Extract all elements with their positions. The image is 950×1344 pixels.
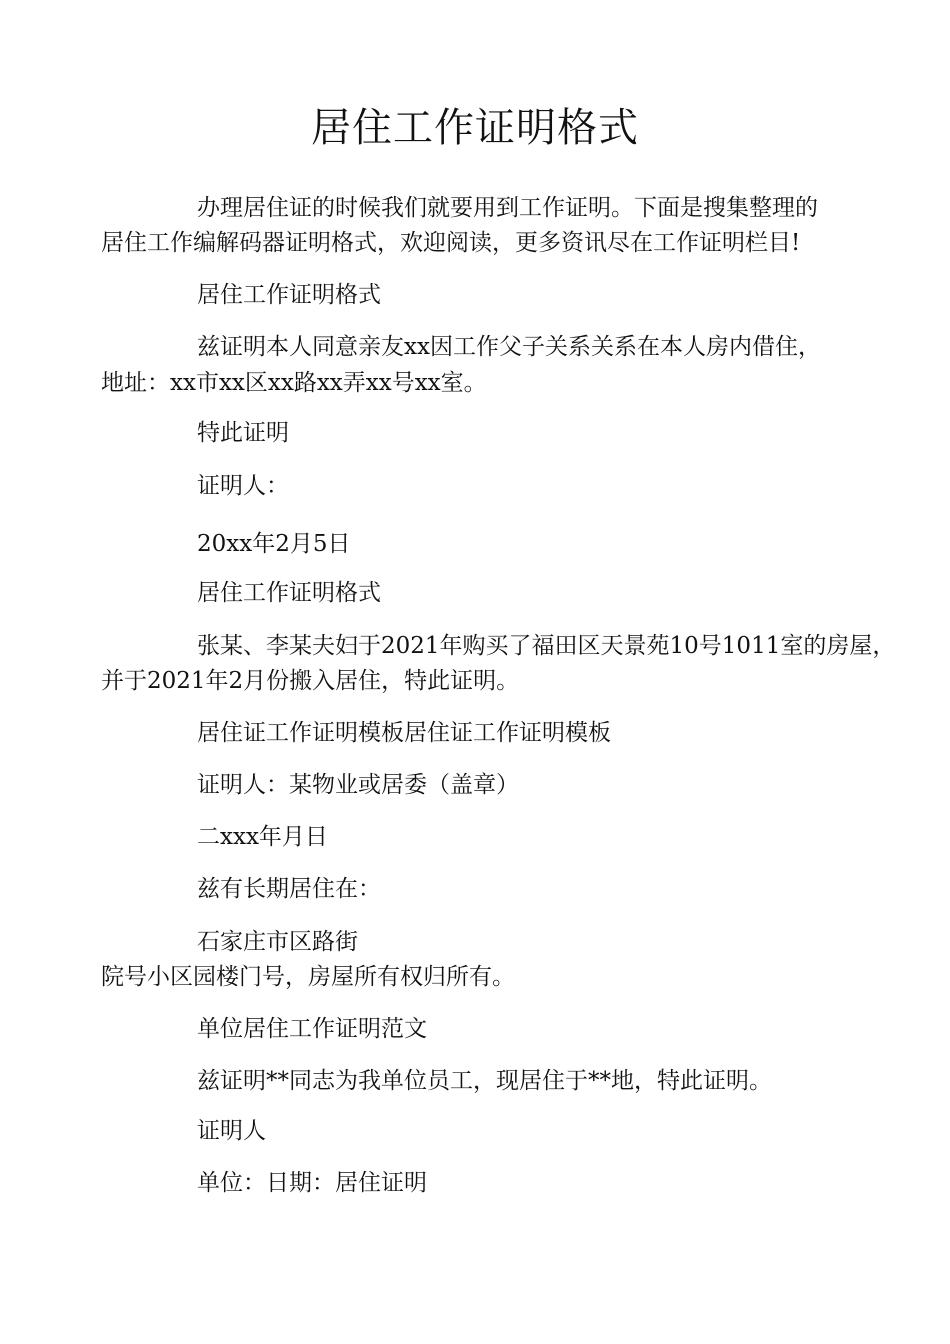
- body-line: 并于2021年2月份搬入居住，特此证明。: [101, 668, 520, 694]
- body-line: 院号小区园楼门号，房屋所有权归所有。: [101, 964, 515, 990]
- section-heading-1: 居住工作证明格式: [197, 282, 381, 308]
- body-line: 兹有长期居住在：: [197, 876, 381, 902]
- body-line: 兹证明本人同意亲友xx因工作父子关系关系在本人房内借住，: [197, 334, 821, 360]
- section-heading-4: 单位居住工作证明范文: [197, 1016, 427, 1042]
- body-line: 兹证明**同志为我单位员工，现居住于**地，特此证明。: [197, 1068, 772, 1094]
- body-line: 张某、李某夫妇于2021年购买了福田区天景苑10号1011室的房屋，: [197, 633, 896, 659]
- body-line: 地址：xx市xx区xx路xx弄xx号xx室。: [101, 370, 487, 396]
- certifier-label: 证明人：: [197, 473, 289, 499]
- certifier-label: 证明人: [197, 1118, 266, 1144]
- body-line: 石家庄市区路街: [197, 929, 358, 955]
- section-heading-3: 居住证工作证明模板居住证工作证明模板: [197, 720, 611, 746]
- certifier-label: 证明人：某物业或居委（盖章）: [197, 772, 519, 798]
- date-line: 20xx年2月5日: [197, 531, 351, 557]
- document-title: 居住工作证明格式: [311, 105, 639, 151]
- body-line: 特此证明: [197, 420, 289, 446]
- intro-line-2: 居住工作编解码器证明格式，欢迎阅读，更多资讯尽在工作证明栏目!: [101, 230, 801, 256]
- date-line: 二xxx年月日: [197, 824, 328, 850]
- intro-line-1: 办理居住证的时候我们就要用到工作证明。下面是搜集整理的: [197, 195, 818, 221]
- unit-date-line: 单位：日期：居住证明: [197, 1170, 427, 1196]
- section-heading-2: 居住工作证明格式: [197, 580, 381, 606]
